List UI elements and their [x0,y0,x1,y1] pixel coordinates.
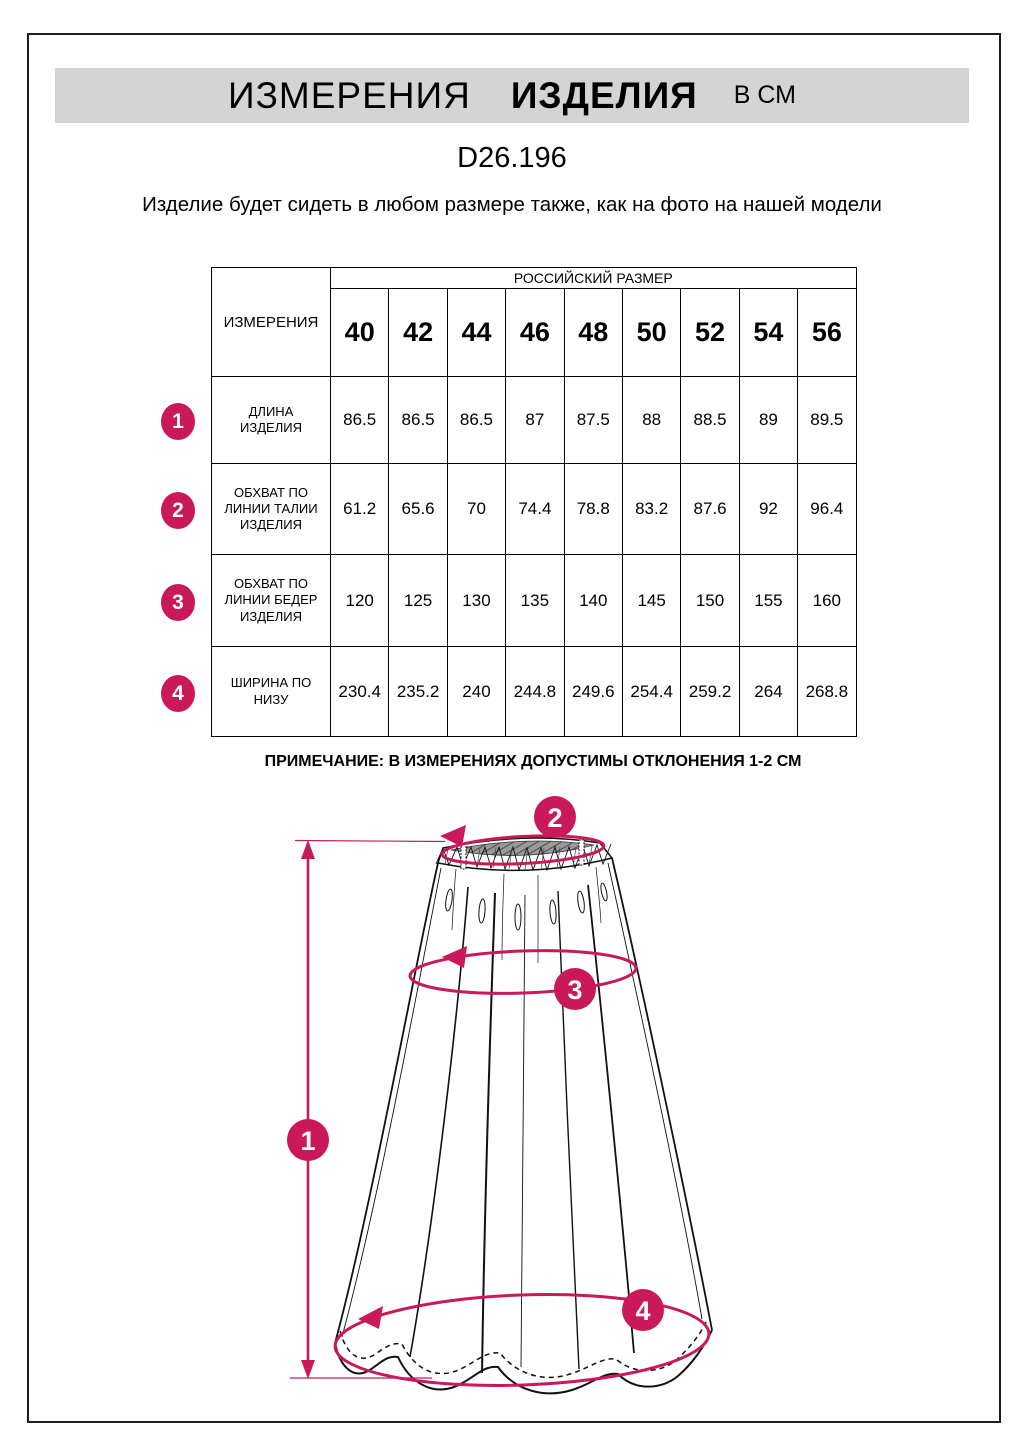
row-marker-1: 1 [161,403,195,440]
size-table [211,267,857,737]
table-row-waist [212,464,857,555]
cell-value: 235.2 [389,647,447,737]
cell-value: 145 [622,555,680,647]
cell-value: 87.6 [681,464,739,555]
size-header: 46 [506,289,564,377]
cell-value: 125 [389,555,447,647]
tolerance-note: ПРИМЕЧАНИЕ: В ИЗМЕРЕНИЯХ ДОПУСТИМЫ ОТКЛОНЕНИЯ 1-2 СМ [264,753,802,770]
cell-value: 87.5 [564,377,622,464]
waist-arrowhead [440,825,466,847]
cell-value: 88 [622,377,680,464]
cell-value: 264 [739,647,797,737]
cell-value: 86.5 [389,377,447,464]
cell-value: 160 [798,555,856,647]
row-marker-2: 2 [161,492,195,529]
arrowhead-down [301,1360,315,1379]
cell-value: 87 [506,377,564,464]
cell-value: 254.4 [622,647,680,737]
cell-value: 89 [739,377,797,464]
cell-value: 135 [506,555,564,647]
svg-text:1: 1 [300,1126,316,1156]
svg-text:4: 4 [635,1296,651,1326]
row-marker-4: 4 [161,675,195,712]
arrowhead-up [301,840,315,859]
table-row-bottom-width [212,647,857,737]
title-word-product: ИЗДЕЛИЯ [510,74,698,116]
title-word-measurements: ИЗМЕРЕНИЯ [227,74,471,116]
cell-value: 96.4 [798,464,856,555]
belt-tab-right [579,840,584,865]
diagram-marker-4 [622,1289,664,1331]
diagram-marker-3 [554,968,596,1010]
title-bar [55,68,969,123]
bottom-arrowhead [358,1306,383,1329]
cell-value: 130 [447,555,505,647]
size-header: 56 [798,289,856,377]
title-word-units: В СМ [733,81,797,109]
skirt-technical-drawing [270,795,790,1420]
table-row-length [212,377,857,464]
size-header: 42 [389,289,447,377]
cell-value: 155 [739,555,797,647]
diagram-marker-1 [287,1119,329,1161]
size-header: 40 [331,289,389,377]
row-label: ОБХВАТ ПО ЛИНИИ БЕДЕР ИЗДЕЛИЯ [224,576,318,624]
belt-tab-left [461,844,466,869]
model-number: D26.196 [457,142,567,174]
cell-value: 86.5 [447,377,505,464]
cell-value: 61.2 [331,464,389,555]
cell-value: 140 [564,555,622,647]
svg-text:2: 2 [547,803,563,833]
cell-value: 70 [447,464,505,555]
table-row-hips [212,555,857,647]
size-header: 54 [739,289,797,377]
size-group-header: РОССИЙСКИЙ РАЗМЕР [331,268,857,289]
cell-value: 74.4 [506,464,564,555]
row-label: ШИРИНА ПО НИЗУ [230,675,312,707]
cell-value: 150 [681,555,739,647]
row-marker-3: 3 [161,584,195,621]
cell-value: 120 [331,555,389,647]
cell-value: 88.5 [681,377,739,464]
row-label: ДЛИНА ИЗДЕЛИЯ [240,403,302,435]
hip-arrowhead [442,946,467,968]
measure-column-header: ИЗМЕРЕНИЯ [212,268,331,377]
svg-text:3: 3 [567,975,583,1005]
cell-value: 268.8 [798,647,856,737]
hip-girth-ellipse [409,947,636,997]
cell-value: 240 [447,647,505,737]
dimension-top-extension-line [295,841,445,842]
cell-value: 65.6 [389,464,447,555]
cell-value: 83.2 [622,464,680,555]
cell-value: 249.6 [564,647,622,737]
gather-loops [444,883,608,930]
fit-description: Изделие будет сидеть в любом размере также, как на фото на нашей модели [142,193,882,216]
row-label: ОБХВАТ ПО ЛИНИИ ТАЛИИ ИЗДЕЛИЯ [224,484,318,533]
cell-value: 89.5 [798,377,856,464]
cell-value: 92 [739,464,797,555]
size-header: 50 [622,289,680,377]
cell-value: 259.2 [681,647,739,737]
cell-value: 78.8 [564,464,622,555]
size-header: 52 [681,289,739,377]
cell-value: 230.4 [331,647,389,737]
cell-value: 244.8 [506,647,564,737]
cell-value: 86.5 [331,377,389,464]
size-header: 44 [447,289,505,377]
diagram-marker-2 [534,796,576,838]
size-header: 48 [564,289,622,377]
